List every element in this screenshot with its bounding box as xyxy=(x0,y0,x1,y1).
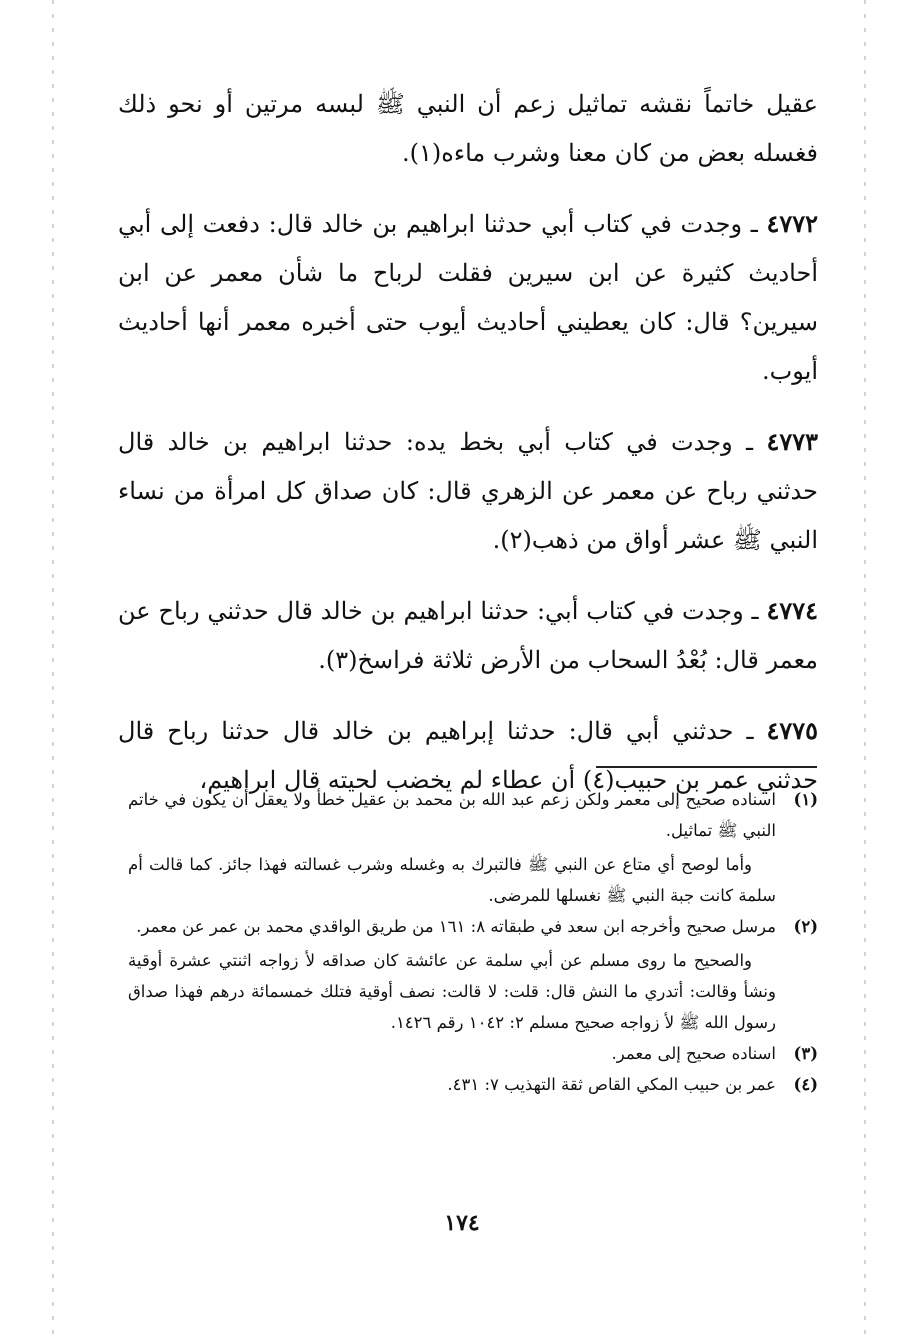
hadith-number: ٤٧٧٢ xyxy=(766,209,818,238)
page-number: ١٧٤ xyxy=(444,1210,480,1236)
main-text xyxy=(118,80,818,826)
footnote-1 xyxy=(128,784,818,911)
footnote-4 xyxy=(128,1069,818,1100)
footnote-text: عمر بن حبيب المكي القاص ثقة التهذيب ٧: ٤٣١. xyxy=(447,1075,776,1094)
paragraph-text: عقيل خاتماً نقشه تماثيل زعم أن النبي ﷺ لبسه مرتين أو نحو ذلك فغسله بعض من كان معنا وشرب ماءه(١). xyxy=(118,90,818,167)
footnote-marker: (٣) xyxy=(793,1044,818,1063)
footnote-text: اسناده صحيح إلى معمر ولكن زعم عبد الله بن محمد بن عقيل خطأ ولا يعقل أن يكون في خاتم النبي ﷺ تماثيل. xyxy=(128,790,776,840)
footnote-marker: (٢) xyxy=(793,917,818,936)
hadith-4772 xyxy=(118,199,818,396)
footnote-text: مرسل صحيح وأخرجه ابن سعد في طبقاته ٨: ١٦١ من طريق الواقدي محمد بن عمر عن معمر. xyxy=(136,917,776,936)
footnote-text: والصحيح ما روى مسلم عن أبي سلمة عن عائشة كان صداقه لأ زواجه اثنتي عشرة أوقية ونشأ وقالت: أتدري ما النش قال: قلت: لا قالت: نصف أوقية فتلك خمسمائة درهم فهذا صداق رسول الله ﷺ لأ زواجه صحيح مسلم ٢: ١٠٤٢ رقم ١٤٢٦. xyxy=(128,951,776,1032)
paragraph-text: ـ وجدت في كتاب أبي بخط يده: حدثنا ابراهيم بن خالد قال حدثني رباح عن معمر عن الزهري قال: كان صداق كل امرأة من نساء النبي ﷺ عشر أواق من ذهب(٢). xyxy=(118,428,818,554)
footnote-separator xyxy=(596,766,817,768)
footnote-marker: (١) xyxy=(793,790,818,809)
hadith-4774 xyxy=(118,586,818,685)
paragraph-text: ـ حدثني أبي قال: حدثنا إبراهيم بن خالد قال حدثنا رباح قال حدثني عمر بن حبيب(٤) أن عطاء لم يخضب لحيته قال ابراهيم، xyxy=(118,717,818,794)
paragraph-text: ـ وجدت في كتاب أبي: حدثنا ابراهيم بن خالد قال حدثني رباح عن معمر قال: بُعْدُ السحاب من الأرض ثلاثة فراسخ(٣). xyxy=(118,597,818,674)
footnote-text: اسناده صحيح إلى معمر. xyxy=(611,1044,776,1063)
paragraph-continuation xyxy=(118,80,818,178)
footnote-text: وأما لوصح أي متاع عن النبي ﷺ فالتبرك به وغسله وشرب غسالته فهذا جائز. كما قالت أم سلمة كانت جبة النبي ﷺ نغسلها للمرضى. xyxy=(128,855,776,905)
hadith-number: ٤٧٧٥ xyxy=(766,716,818,745)
scan-edge-right xyxy=(864,0,866,1343)
footnote-3 xyxy=(128,1038,818,1069)
hadith-number: ٤٧٧٤ xyxy=(766,596,818,625)
hadith-4773 xyxy=(118,417,818,565)
hadith-number: ٤٧٧٣ xyxy=(766,427,818,456)
footnotes xyxy=(128,784,818,1100)
footnote-2 xyxy=(128,911,818,1038)
scan-edge-left xyxy=(52,0,54,1343)
footnote-marker: (٤) xyxy=(793,1075,818,1094)
paragraph-text: ـ وجدت في كتاب أبي حدثنا ابراهيم بن خالد قال: دفعت إلى أبي أحاديث كثيرة عن ابن سيرين فقلت لرباح ما شأن معمر عن ابن سيرين؟ قال: كان يعطيني أحاديث أيوب حتى أخبره معمر أنها أحاديث أيوب. xyxy=(118,210,818,385)
